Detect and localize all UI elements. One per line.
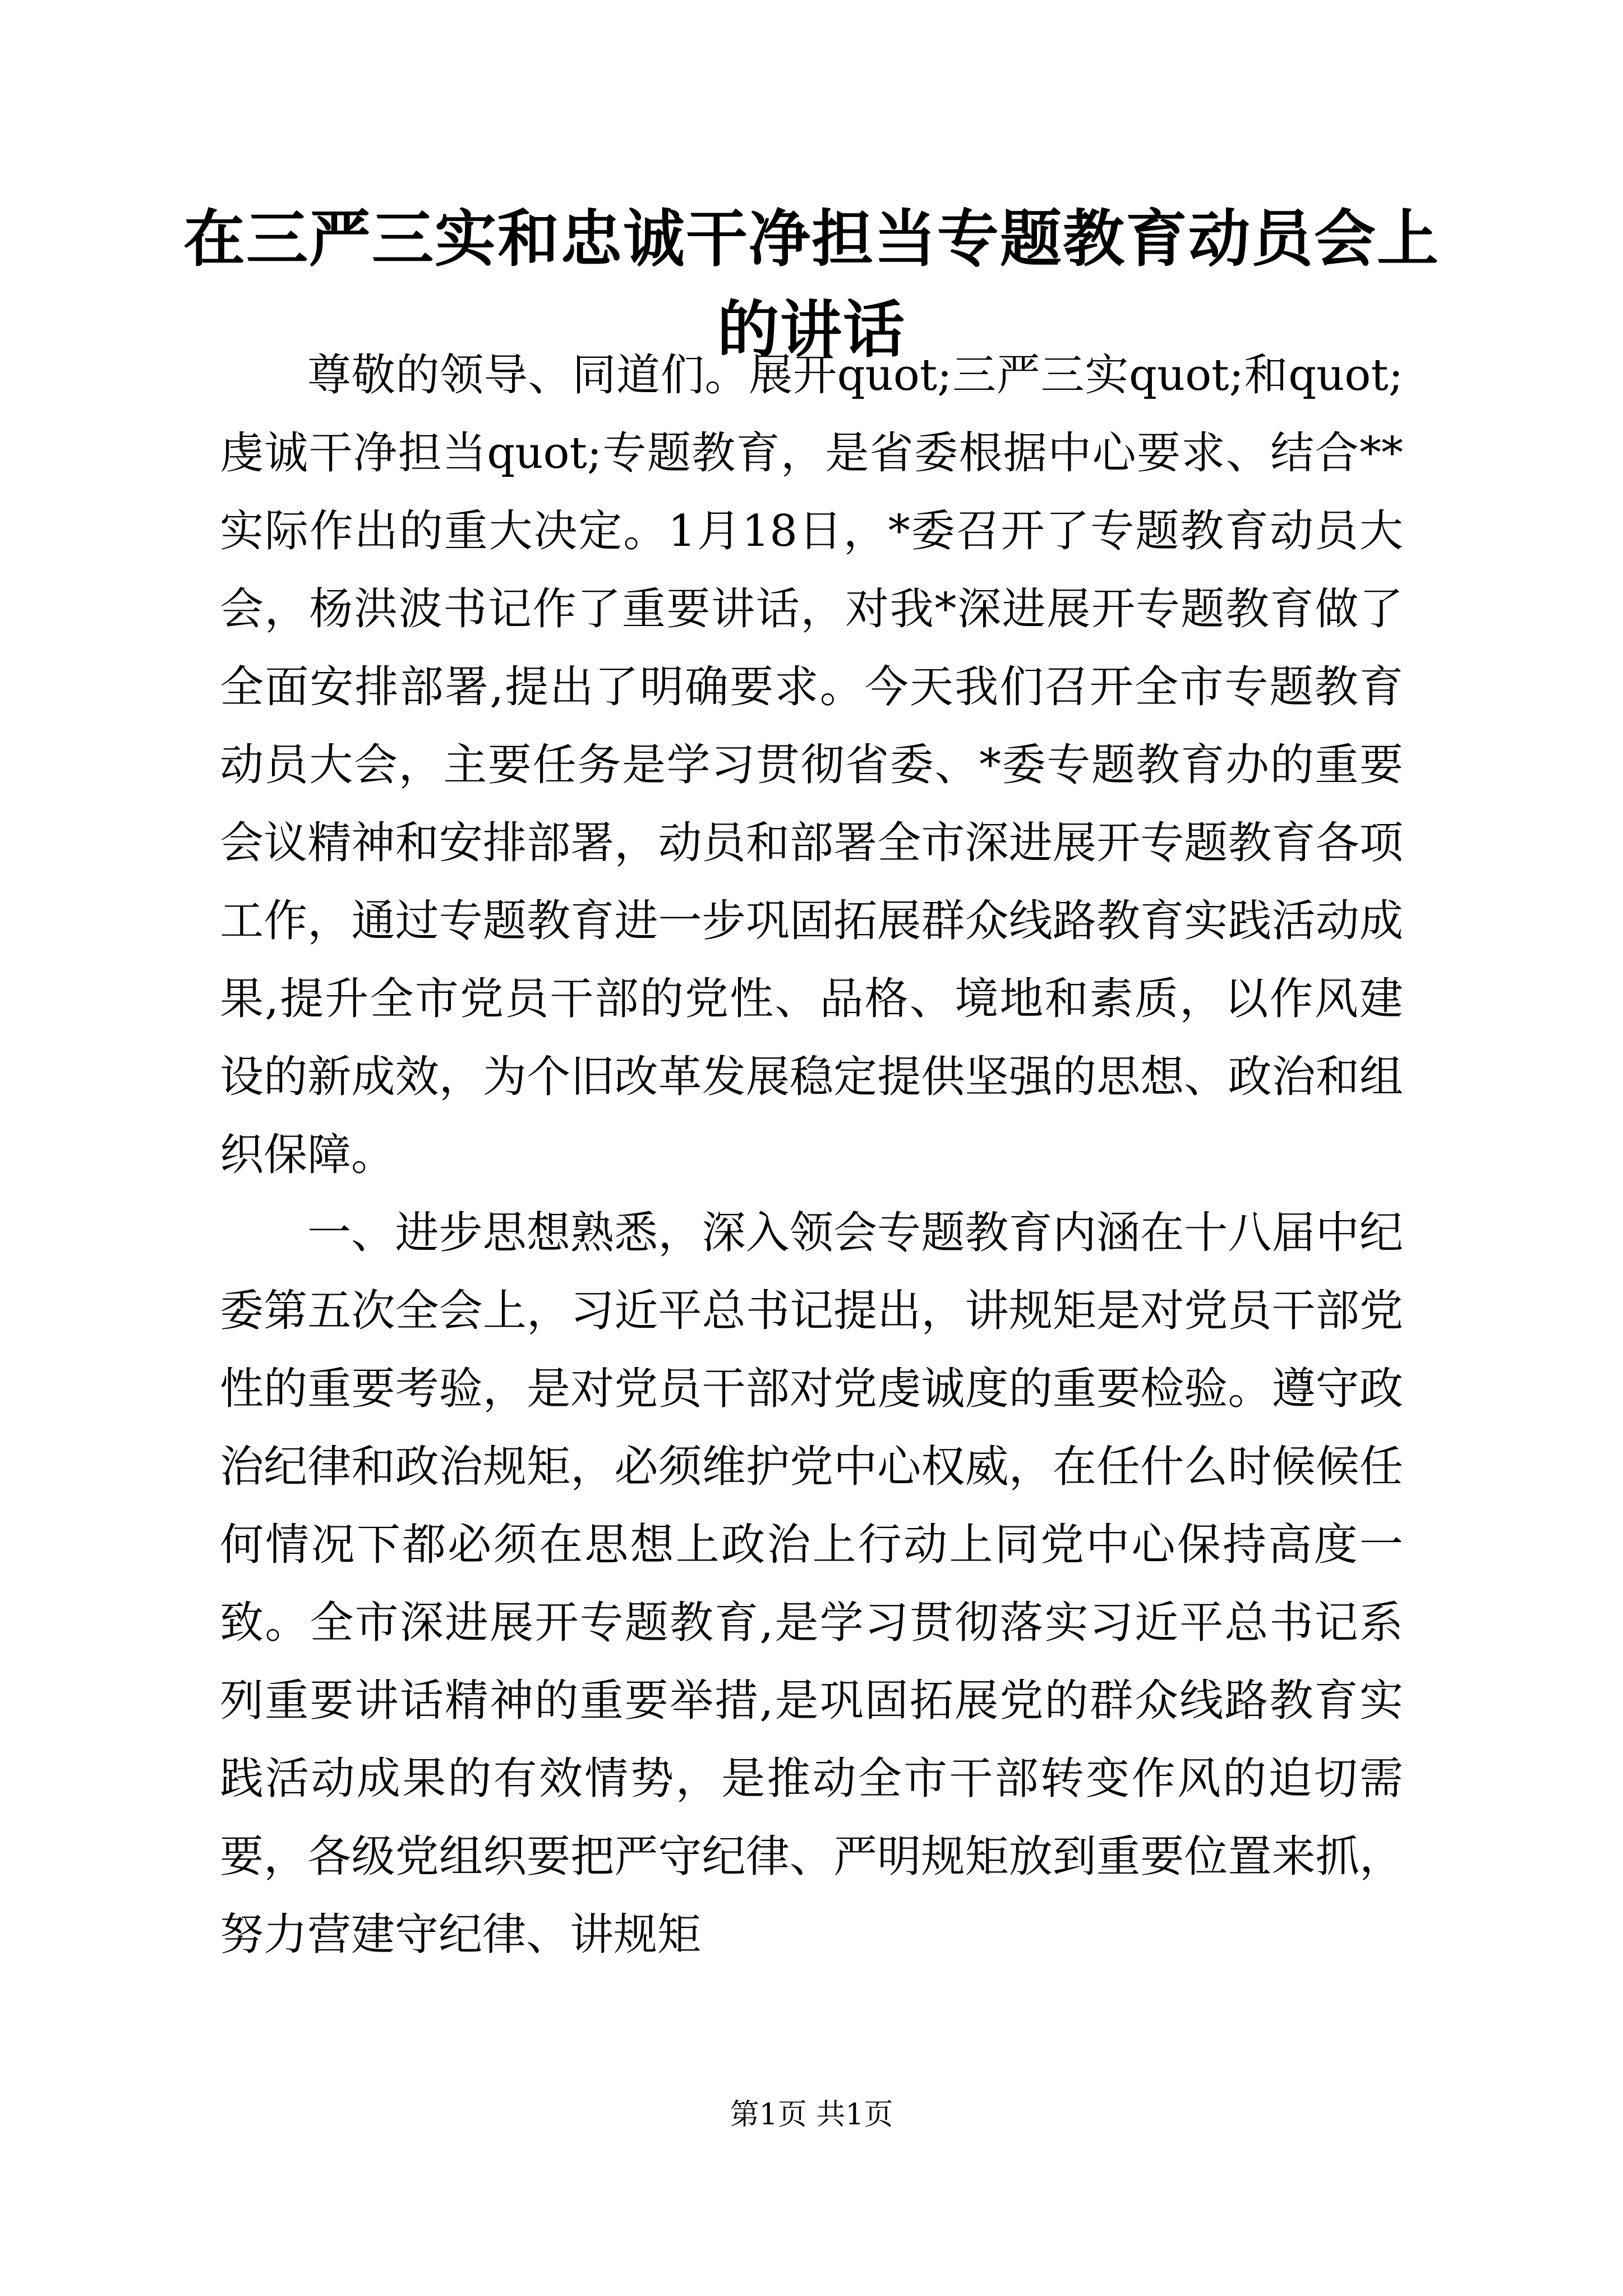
document-body — [220, 337, 1403, 1974]
document-title: 在三严三实和忠诚干净担当专题教育动员会上的讲话 — [183, 203, 1440, 366]
paragraph-intro: 尊敬的领导、同道们。展开quot;三严三实quot;和quot;虔诚干净担当quot;专题教育，是省委根据中心要求、结合**实际作出的重大决定。1月18日，*委召开了专题教育动员大会，杨洪波书记作了重要讲话，对我*深进展开专题教育做了全面安排部署,提出了明确要求。今天我们召开全市专题教育动员大会，主要任务是学习贯彻省委、*委专题教育办的重要会议精神和安排部署，动员和部署全市深进展开专题教育各项工作，通过专题教育进一步巩固拓展群众线路教育实践活动成果,提升全市党员干部的党性、品格、境地和素质，以作风建设的新成效，为个旧改革发展稳定提供坚强的思想、政治和组织保障。 — [220, 350, 1403, 1180]
paragraph-section-one: 一、进步思想熟悉，深入领会专题教育内涵在十八届中纪委第五次全会上，习近平总书记提出，讲规矩是对党员干部党性的重要考验，是对党员干部对党虔诚度的重要检验。遵守政治纪律和政治规矩，必须维护党中心权威，在任什么时候候任何情况下都必须在思想上政治上行动上同党中心保持高度一致。全市深进展开专题教育,是学习贯彻落实习近平总书记系列重要讲话精神的重要举措,是巩固拓展党的群众线路教育实践活动成果的有效情势，是推动全市干部转变作风的迫切需要，各级党组织要把严守纪律、严明规矩放到重要位置来抓，努力营建守纪律、讲规矩 — [220, 1208, 1403, 1960]
page-number-footer: 第1页 共1页 — [730, 2098, 893, 2132]
